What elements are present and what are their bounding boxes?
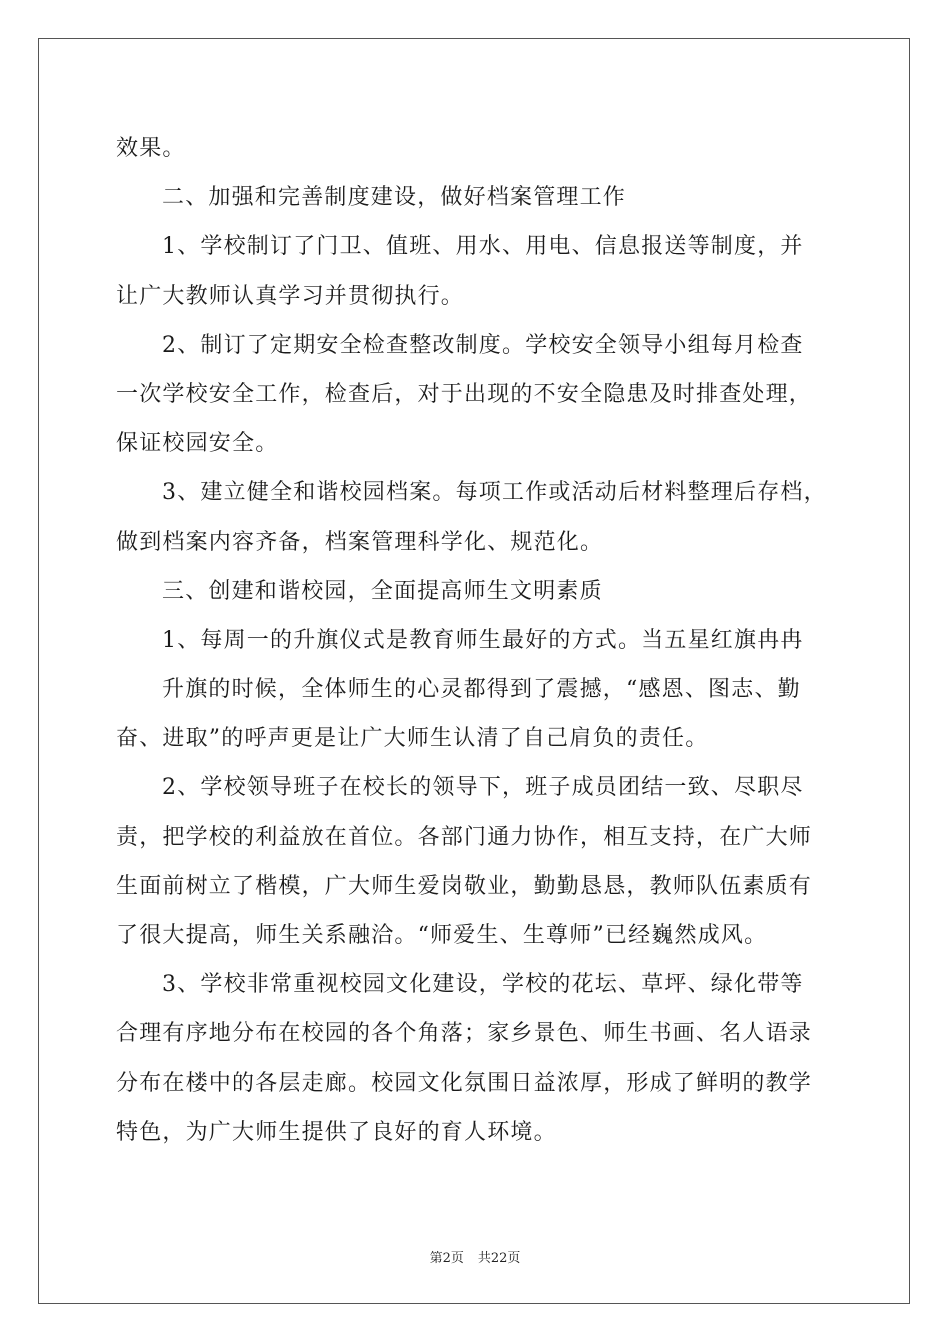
text-line: 效果。 [116,136,186,161]
section-heading: 三、创建和谐校园，全面提高师生文明素质 [162,578,603,604]
text-line: 了很大提高，师生关系融洽。“师爱生、生尊师”已经巍然成风。 [116,923,768,948]
text-line: 一次学校安全工作，检查后，对于出现的不安全隐患及时排查处理， [116,381,813,407]
document-body [116,124,836,1157]
text-line: 升旗的时候，全体师生的心灵都得到了震撼，“感恩、图志、勤 [162,677,801,703]
page-footer [0,1247,950,1266]
text-line: 让广大教师认真学习并贯彻执行。 [116,283,465,309]
text-line: 3、建立健全和谐校园档案。每项工作或活动后材料整理后存档， [162,480,827,506]
text-line: 3、学校非常重视校园文化建设，学校的花坛、草坪、绿化带等 [162,972,804,998]
section-heading: 二、加强和完善制度建设，做好档案管理工作 [162,185,627,211]
text-line: 1、学校制订了门卫、值班、用水、用电、信息报送等制度，并 [162,234,804,260]
text-line: 特色，为广大师生提供了良好的育人环境。 [116,1119,557,1145]
text-line: 分布在楼中的各层走廊。校园文化氛围日益浓厚，形成了鲜明的教学 [116,1070,813,1096]
text-line: 生面前树立了楷模，广大师生爱岗敬业，勤勤恳恳，教师队伍素质有 [116,873,813,899]
text-line: 责，把学校的利益放在首位。各部门通力协作，相互支持，在广大师 [116,824,813,850]
page-number: 第2页 [429,1251,464,1266]
text-line: 做到档案内容齐备，档案管理科学化、规范化。 [116,529,604,555]
text-line: 保证校园安全。 [116,431,279,457]
page-total: 共22页 [477,1251,521,1266]
text-line: 1、每周一的升旗仪式是教育师生最好的方式。当五星红旗冉冉 [162,627,804,653]
text-line: 奋、进取”的呼声更是让广大师生认清了自己肩负的责任。 [116,726,709,752]
text-line: 合理有序地分布在校园的各个角落；家乡景色、师生书画、名人语录 [116,1021,813,1047]
text-line: 2、制订了定期安全检查整改制度。学校安全领导小组每月检查 [162,332,804,358]
text-line: 2、学校领导班子在校长的领导下，班子成员团结一致、尽职尽 [162,775,804,801]
